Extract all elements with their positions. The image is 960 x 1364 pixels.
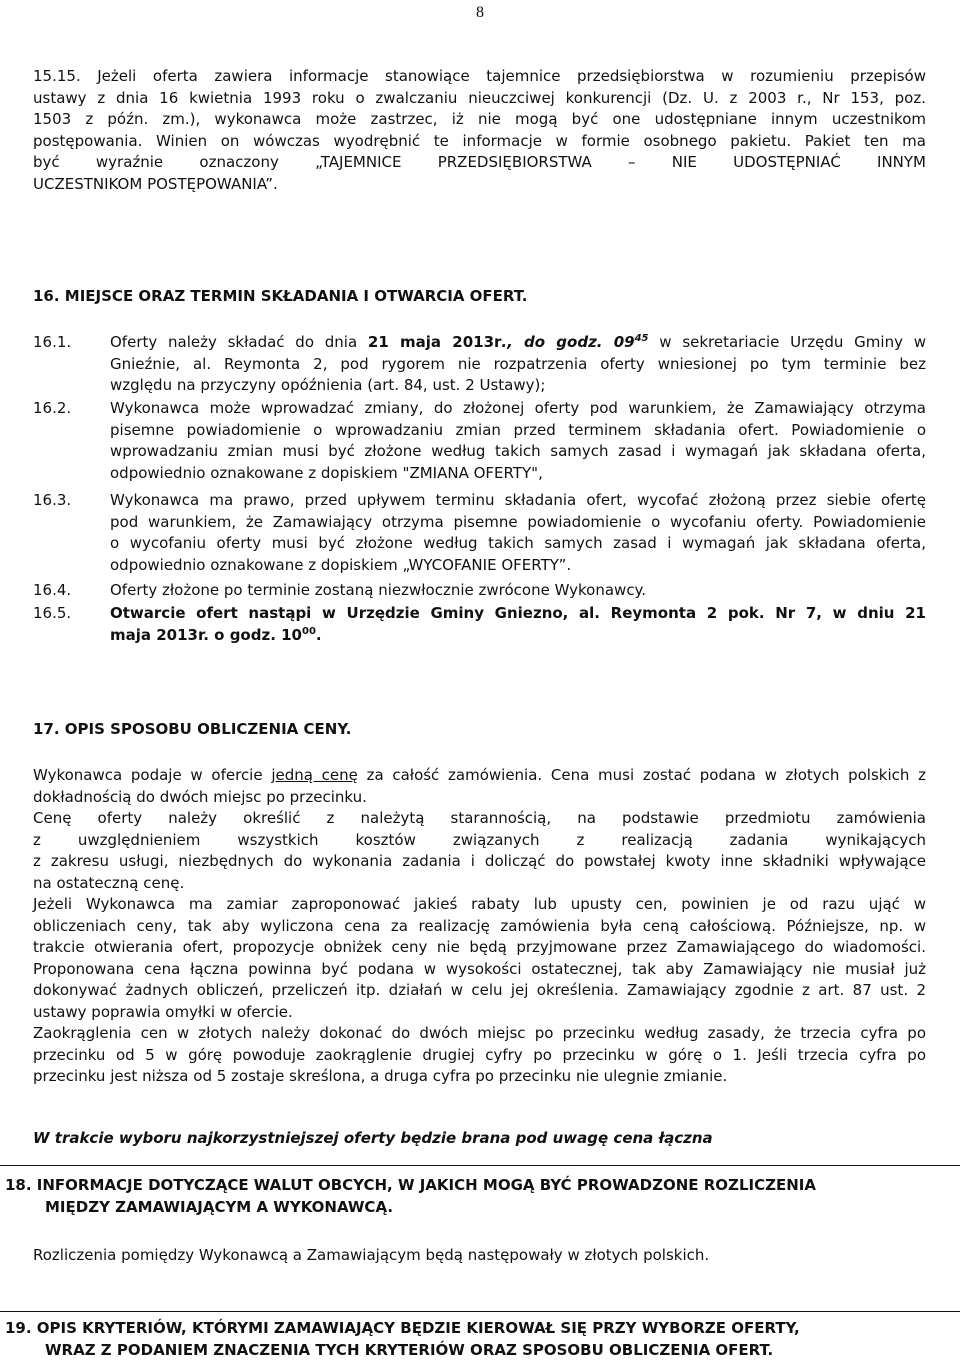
text-line: Otwarcie ofert nastąpi w Urzędzie Gminy Gniezno, al. Reymonta 2 pok. Nr 7, w dniu 21	[110, 604, 926, 622]
clause-16-1	[33, 332, 926, 398]
text-line: postępowania. Winien on wówczas wyodrębnić te informacje w formie osobnego pakietu. Pakiet ten ma	[33, 131, 926, 150]
text-run: za całość zamówienia. Cena musi zostać podana w złotych polskich z	[357, 766, 926, 784]
clause-16-4	[33, 580, 926, 602]
text-line: z zakresu usługi, niezbędnych do wykonania zadania i dolicząć do powstałej kwoty inne składniki wpływające	[33, 852, 926, 870]
text-line: 1503 z późn. zm.), wykonawca może zastrzec, iż nie mogą być one udostępniane innym uczestnikom	[33, 110, 926, 128]
clause-15-15	[33, 66, 926, 195]
heading-line: WRAZ Z PODANIEM ZNACZENIA TYCH KRYTERIÓW ORAZ SPOSOBU OBLICZENIA OFERT.	[45, 1340, 774, 1359]
text-line: Wykonawca może wprowadzać zmiany, do złożonej oferty pod warunkiem, że Zamawiający otrzyma	[110, 399, 926, 417]
heading-line: 19. OPIS KRYTERIÓW, KTÓRYMI ZAMAWIAJĄCY BĘDZIE KIEROWAŁ SIĘ PRZY WYBORZE OFERTY,	[5, 1319, 800, 1337]
underlined-text: jedną cenę	[271, 766, 358, 784]
text-line: odpowiednio oznakowane z dopiskiem "ZMIANA OFERTY",	[110, 463, 543, 482]
text-line: UCZESTNIKOM POSTĘPOWANIA”.	[33, 174, 278, 193]
section-19-heading	[5, 1318, 955, 1361]
clause-number: 16.3.	[33, 491, 72, 509]
text-line: o wycofaniu oferty musi być złożone według takich samych zasad i wymagań jak składana oferta,	[110, 534, 926, 552]
text-line: pod warunkiem, że Zamawiający otrzyma pisemne powiadomienie o wycofaniu oferty. Powiadomienie	[110, 512, 926, 531]
section-rule	[0, 1311, 960, 1312]
clause-16-3	[33, 490, 926, 578]
text-line: ustawy poprawia omyłki w ofercie.	[33, 1002, 293, 1021]
section-17-body	[33, 765, 926, 1088]
text-line: Zaokrąglenia cen w złotych należy dokonać do dwóch miejsc po przecinku według zasady, że trzecia cyfra po	[33, 1024, 926, 1042]
text-line: być wyraźnie oznaczony „TAJEMNICE PRZEDSIĘBIORSTWA – NIE UDOSTĘPNIAĆ INNYM	[33, 153, 926, 171]
text-line: odpowiednio oznakowane z dopiskiem „WYCOFANIE OFERTY”.	[110, 555, 572, 574]
text-line: z uwzględnieniem wszystkich kosztów związanych z realizacją zadania wynikających	[33, 830, 926, 849]
section-rule	[0, 1165, 960, 1166]
text-line: 15.15. Jeżeli oferta zawiera informacje stanowiące tajemnice przedsiębiorstwa w rozumieniu przepisów	[33, 67, 926, 85]
section-18-text: Rozliczenia pomiędzy Wykonawcą a Zamawiającym będą następowały w złotych polskich.	[33, 1246, 710, 1264]
text-line: trakcie otwierania ofert, propozycje obniżek ceny nie będą przyjmowane przez Zamawiającego do wiadomości.	[33, 938, 926, 956]
text-line: obliczeniach ceny, tak aby wyliczona cena za realizację zamówienia była ceną całościową. Późniejsze, np. w	[33, 916, 926, 935]
text-line: Jeżeli Wykonawca ma zamiar zaproponować jakieś rabaty lub upusty cen, powinien je od razu ująć w	[33, 895, 926, 913]
clause-text	[110, 398, 926, 484]
text-line: dokładnością do dwóch miejsc po przecinku.	[33, 787, 367, 806]
text-line: Cenę oferty należy określić z należytą starannością, na podstawie przedmiotu zamówienia	[33, 809, 926, 827]
opening-minutes: 00	[302, 625, 316, 637]
heading-line: MIĘDZY ZAMAWIAJĄCYM A WYKONAWCĄ.	[45, 1197, 394, 1216]
text-line: wprowadzaniu zmian musi być złożone według takich samych zasad i wymagań jak składana oferta,	[110, 442, 926, 460]
clause-number: 16.2.	[33, 399, 72, 417]
clause-text	[110, 332, 926, 397]
clause-text	[110, 490, 926, 576]
text-line: Proponowana cena łączna powinna być podana w wysokości ostatecznej, tak aby Zamawiający nie musiał już	[33, 959, 926, 978]
clause-16-2	[33, 398, 926, 486]
opening-date: maja 2013r. o godz. 10	[110, 625, 302, 644]
text-line: pisemne powiadomienie o wprowadzaniu zmian przed terminem składania ofert. Powiadomienie o	[110, 420, 926, 439]
text-line: ustawy z dnia 16 kwietnia 1993 roku o zwalczaniu nieuczciwej konkurencji (Dz. U. z 2003 r., Nr 153, poz.	[33, 88, 926, 107]
clause-number: 16.1.	[33, 333, 72, 351]
text-line	[110, 332, 926, 354]
text-line: Wykonawca ma prawo, przed upływem terminu składania ofert, wycofać złożoną przez siebie ofertę	[110, 491, 926, 509]
text-line: dokonywać żadnych obliczeń, przeliczeń itp. działań w celu jej określenia. Zamawiający zgodnie z art. 87 ust. 2	[33, 981, 926, 999]
section-16-heading: 16. MIEJSCE ORAZ TERMIN SKŁADANIA I OTWARCIA OFERT.	[33, 287, 528, 305]
text-run: Oferty należy składać do dnia	[110, 333, 368, 351]
text-run: Wykonawca podaje w ofercie	[33, 766, 272, 784]
deadline-time: ., do godz. 09	[501, 333, 635, 351]
text-line	[33, 765, 926, 787]
text-line: przecinku jest niższa od 5 zostaje skreślona, a druga cyfra po przecinku nie ulegnie zmianie.	[33, 1067, 728, 1085]
section-18-heading	[5, 1175, 955, 1218]
text-run: w sekretariacie Urzędu Gminy w	[648, 333, 926, 351]
price-emphasis: W trakcie wyboru najkorzystniejszej oferty będzie brana pod uwagę cena łączna	[33, 1129, 713, 1147]
clause-number: 16.5.	[33, 604, 72, 622]
heading-line: 18. INFORMACJE DOTYCZĄCE WALUT OBCYCH, W JAKICH MOGĄ BYĆ PROWADZONE ROZLICZENIA	[5, 1176, 816, 1194]
text-line: na ostateczną cenę.	[33, 873, 185, 892]
clause-number: 16.4.	[33, 581, 72, 599]
clause-text	[110, 603, 926, 646]
clause-text: Oferty złożone po terminie zostaną niezwłocznie zwrócone Wykonawcy.	[110, 581, 647, 599]
deadline-date: 21 maja 2013r	[367, 333, 502, 351]
text-run: .	[315, 625, 322, 644]
text-line: Gnieźnie, al. Reymonta 2, pod rygorem nie rozpatrzenia oferty wniesionej po tym terminie bez	[110, 354, 926, 373]
clause-16-5	[33, 603, 926, 647]
page-number: 8	[476, 4, 484, 21]
deadline-minutes: 45	[634, 333, 649, 344]
section-17-heading: 17. OPIS SPOSOBU OBLICZENIA CENY.	[33, 720, 352, 738]
text-line	[110, 625, 926, 647]
text-line: względu na przyczyny opóźnienia (art. 84, ust. 2 Ustawy);	[110, 376, 546, 394]
text-line: przecinku od 5 w górę powoduje zaokrąglenie drugiej cyfry po przecinku w górę o 1. Jeśli trzecia cyfra po	[33, 1045, 926, 1064]
